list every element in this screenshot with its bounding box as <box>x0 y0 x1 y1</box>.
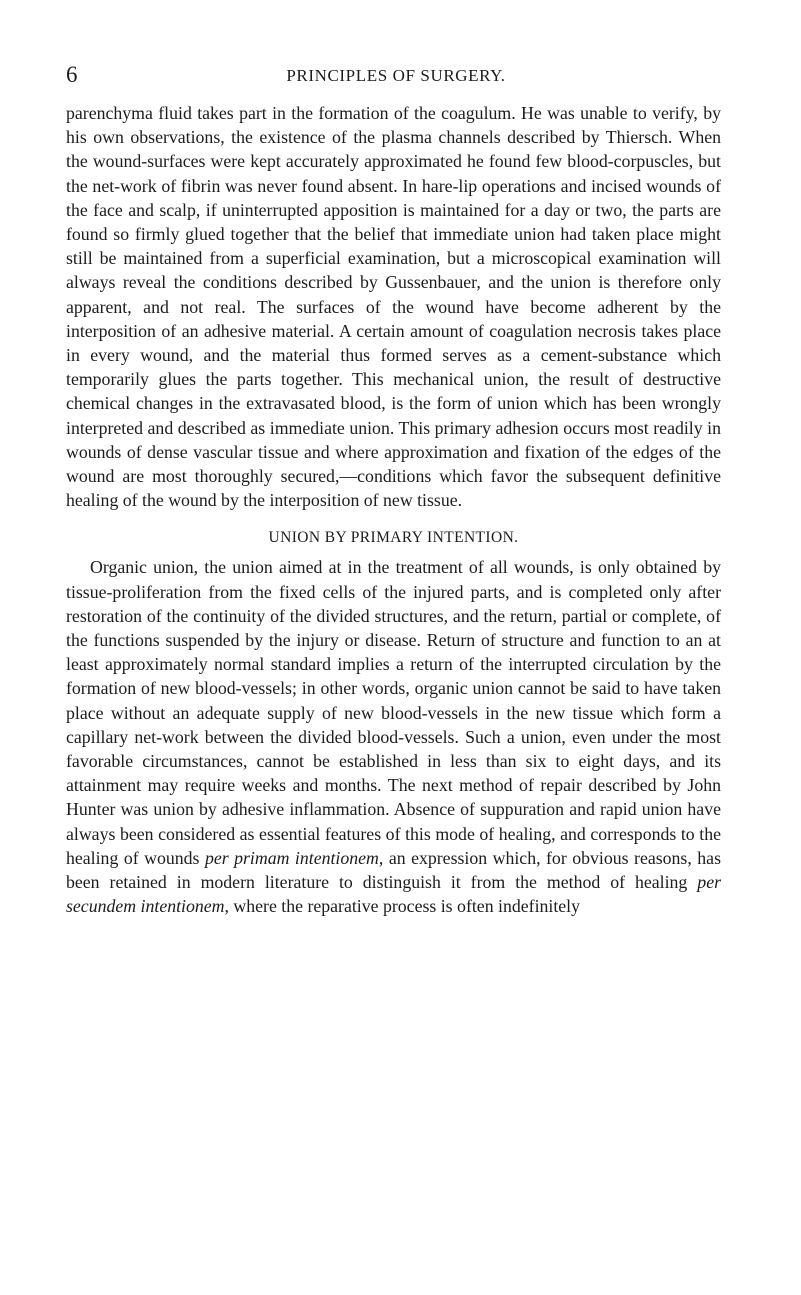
paragraph-text-part-3: , where the reparative process is often indefinitely <box>224 896 581 917</box>
running-header <box>66 60 726 90</box>
body-text <box>66 101 721 919</box>
latin-term-per-primam: per primam intentionem <box>204 847 379 868</box>
paragraph-organic-union <box>66 555 721 918</box>
latin-term-per-secundem: per secundem intentionem <box>66 872 721 917</box>
section-heading: UNION BY PRIMARY INTENTION. <box>268 529 519 547</box>
page-number: 6 <box>66 62 78 87</box>
running-title: PRINCIPLES OF SURGERY. <box>286 66 506 85</box>
paragraph-text-part-2: , an expression which, for obvious reasons, has been retained in modern literature to distinguish it from the method of healing <box>66 847 721 893</box>
paragraph-text-part-1: Organic union, the union aimed at in the treatment of all wounds, is only obtained by tissue-proliferation from the fixed cells of the injured parts, and is completed only after restoration of the continuity of the divided structures, and the return, partial or complete, of the functions suspended by the injury or disease. Return of structure and function to an at least approximately normal standard implies a return of the interrupted circulation by the formation of new blood-vessels; in other words, organic union cannot be said to have taken place without an adequate supply of new blood-vessels in the new tissue which form a capillary net-work between the divided blood-vessels. Such a union, even under the most favorable circumstances, cannot be established in less than six to eight days, and its attainment may require weeks and months. The next method of repair described by John Hunter was union by adhesive inflammation. Absence of suppuration and rapid union have always been considered as essential features of this mode of healing, and corresponds to the healing of wounds <box>66 557 721 868</box>
paragraph-coagulation: parenchyma fluid takes part in the formation of the coagulum. He was unable to verify, by his own observations, the existence of the plasma channels described by Thiersch. When the wound-surfaces were kept accurately approximated he found few blood-corpuscles, but the net-work of fibrin was never found absent. In hare-lip operations and incised wounds of the face and scalp, if uninterrupted apposition is maintained for a day or two, the parts are found so firmly glued together that the belief that immediate union had taken place might still be maintained from a superficial examination, but a microscopical examination will always reveal the conditions described by Gussenbauer, and the union is therefore only apparent, and not real. The surfaces of the wound have become adherent by the interposition of an adhesive material. A certain amount of coagulation necrosis takes place in every wound, and the material thus formed serves as a cement-substance which temporarily glues the parts together. This mechanical union, the result of destructive chemical changes in the extravasated blood, is the form of union which has been wrongly interpreted and described as immediate union. This primary adhesion occurs most readily in wounds of dense vascular tissue and where approximation and fixation of the edges of the wound are most thoroughly secured,—conditions which favor the subsequent definitive healing of the wound by the interposition of new tissue. <box>66 103 721 511</box>
